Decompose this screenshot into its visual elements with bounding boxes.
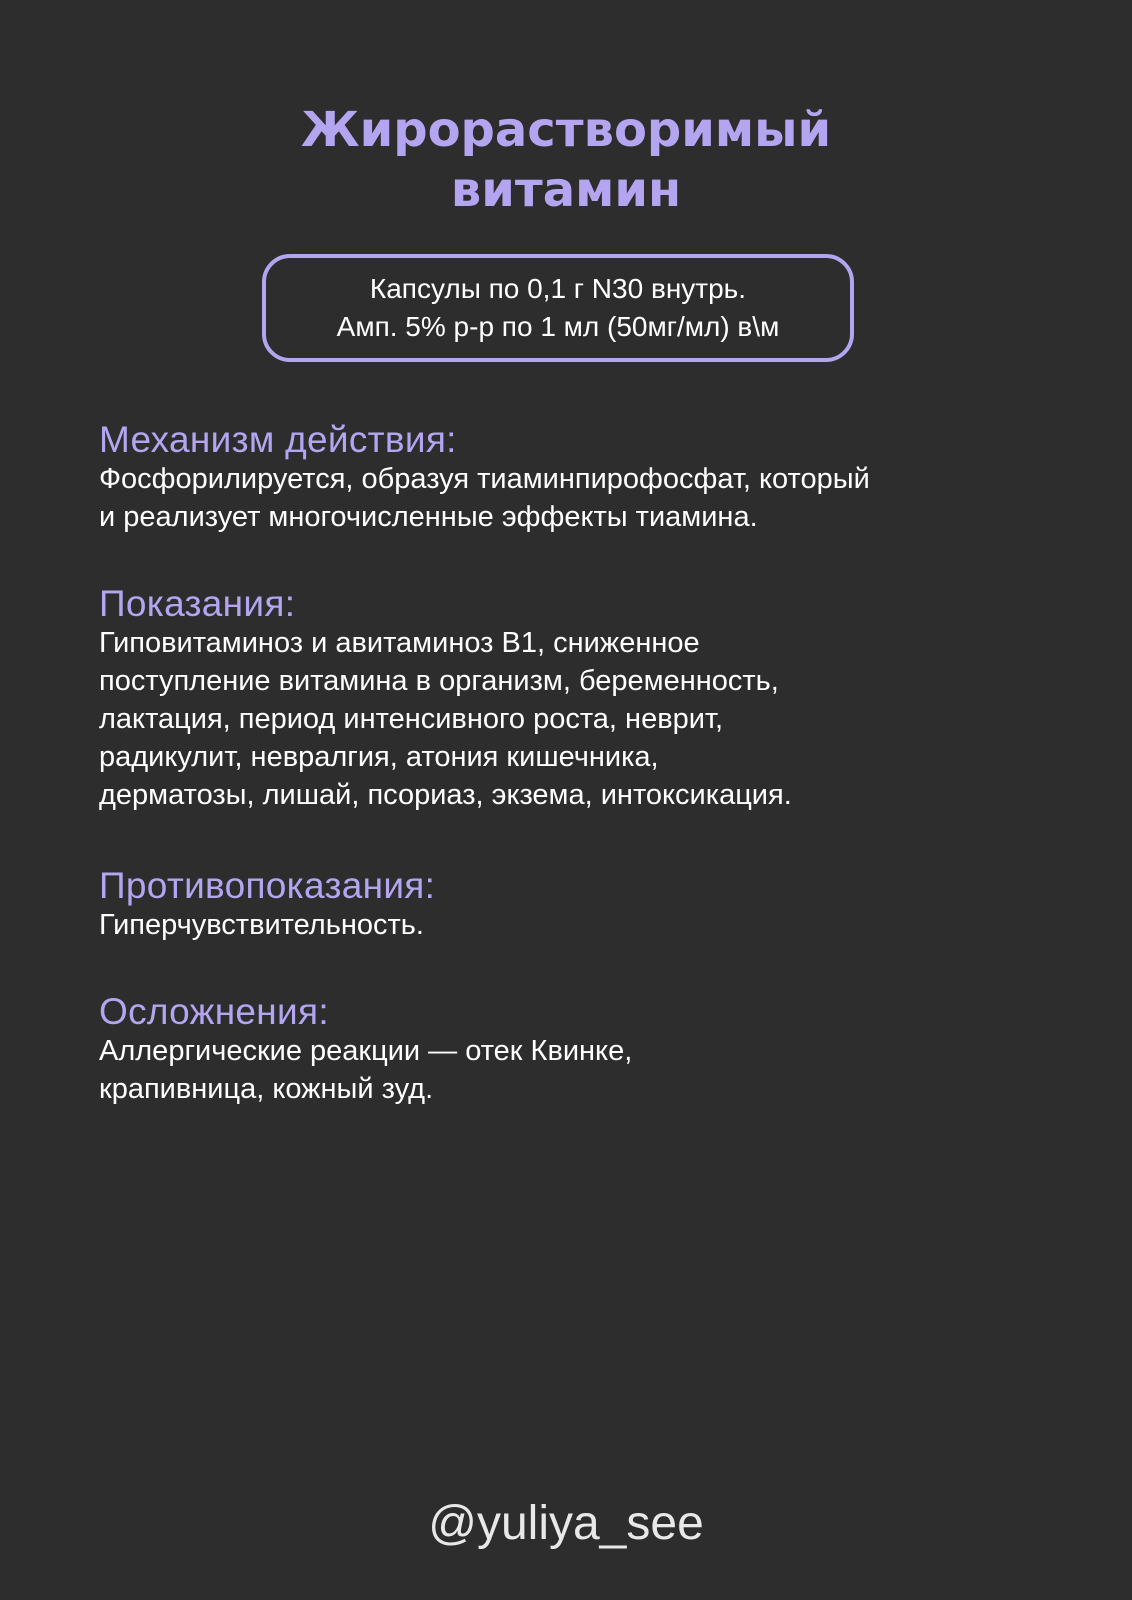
body-line: крапивница, кожный зуд. [99,1073,434,1105]
dosage-line-1: Капсулы по 0,1 г N30 внутрь. [369,273,747,304]
body-line: поступление витамина в организм, беременность, [99,665,779,697]
body-line: радикулит, невралгия, атония кишечника, [99,741,659,773]
section-heading-contraindications: Противопоказания: [99,865,436,906]
title-line-2: витамин [450,162,682,218]
section-heading-indications: Показания: [99,583,296,624]
body-line: Аллергические реакции — отек Квинке, [99,1035,633,1067]
section-complications [99,992,1059,1108]
body-line: дерматозы, лишай, псориаз, экзема, интоксикация. [99,779,792,811]
body-line: Гиперчувствительность. [99,909,424,941]
body-line: лактация, период интенсивного роста, неврит, [99,703,724,735]
section-body-contraindications [99,906,1059,944]
title-line-1: Жирорастворимый [300,102,832,158]
section-heading-mechanism: Механизм действия: [99,419,457,460]
section-mechanism [99,420,1059,536]
section-body-indications [99,624,1059,814]
body-line: и реализует многочисленные эффекты тиамина. [99,501,758,533]
body-line: Гиповитаминоз и авитаминоз B1, сниженное [99,627,700,659]
section-contraindications [99,866,1059,944]
section-body-mechanism [99,460,1059,536]
dosage-box [262,254,854,362]
section-body-complications [99,1032,1059,1108]
body-line: Фосфорилируется, образуя тиаминпирофосфат, который [99,463,870,495]
page-title [0,100,1132,220]
section-heading-complications: Осложнения: [99,991,329,1032]
dosage-line-2: Амп. 5% р-р по 1 мл (50мг/мл) в\м [336,311,780,342]
section-indications [99,584,1059,814]
author-watermark: @yuliya_see [428,1497,704,1550]
